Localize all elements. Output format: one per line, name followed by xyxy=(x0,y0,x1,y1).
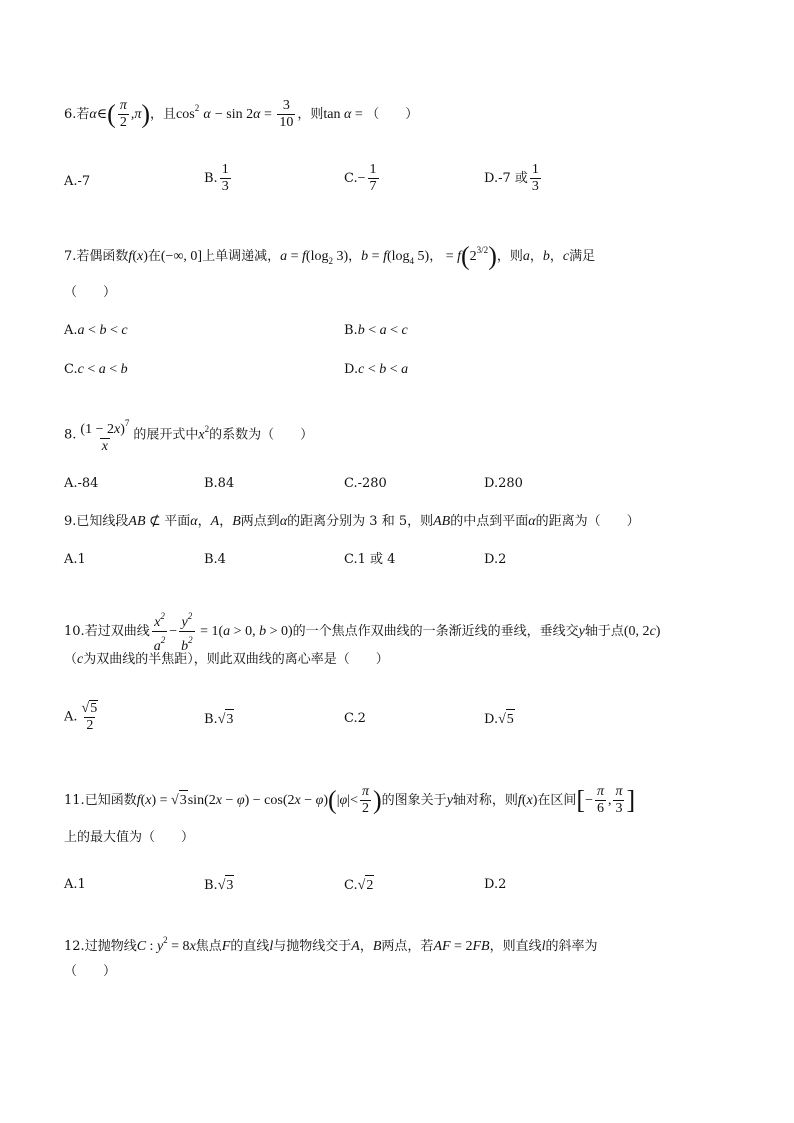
q6-number: 6. xyxy=(64,107,77,122)
q11-line2: 上的最大值为（ ） xyxy=(64,830,195,845)
question-6: 6.若α∈( $\frac{\pi}{2}$ ,π)，且$\cos^2 \alpha - \sin 2\alpha$ = $\frac{3}{10}$ ，则tan α = （ ） xyxy=(64,98,419,130)
q7-option-d[interactable]: D.c < b < a xyxy=(344,362,409,377)
q11-option-d[interactable]: D.2 xyxy=(484,877,507,892)
q8-option-a[interactable]: A.-84 xyxy=(64,476,99,491)
question-11: 11.已知函数f(x) = √3sin(2x − φ) − cos(2x − φ)(|φ|< $\frac{\pi}{2}$ )的图象关于y轴对称，则f(x)在区间[− $\frac{\pi}{6}$ , $\frac{\pi}{3}$ ] xyxy=(64,784,636,816)
question-8: 8. $\frac{(1 - 2x)^7}{x}$ 的展开式中$x^2$的系数为（ ） xyxy=(64,418,314,454)
q11-option-c[interactable]: C.√2 xyxy=(344,875,374,896)
q11-option-b[interactable]: B.√3 xyxy=(204,875,234,896)
q6-option-c[interactable]: C.− $\frac{1}{7}$ xyxy=(344,162,377,194)
q7-number: 7. xyxy=(64,249,77,264)
q6-option-a[interactable]: A.-7 xyxy=(64,174,91,189)
q8-option-c[interactable]: C.-280 xyxy=(344,476,387,491)
q12-line2: （ ） xyxy=(64,964,117,979)
q12-number: 12. xyxy=(64,939,85,954)
q7-option-c[interactable]: C.c < a < b xyxy=(64,362,128,377)
q8-option-b[interactable]: B.84 xyxy=(204,476,235,491)
q10-option-d[interactable]: D.√5 xyxy=(484,709,515,730)
q11-number: 11. xyxy=(64,793,85,808)
q11-option-a[interactable]: A.1 xyxy=(64,877,86,892)
q7-option-a[interactable]: A.a < b < c xyxy=(64,323,128,338)
q9-option-a[interactable]: A.1 xyxy=(64,552,86,567)
question-7: 7.若偶函数f(x)在(−∞, 0]上单调递减，$a = f(\log_2$ 3)，$b = f(\log_4$ 5)， = $f(2^{3/2})$，则a，b，c满足 xyxy=(64,241,596,271)
q10-line2: （c为双曲线的半焦距），则此双曲线的离心率是（ ） xyxy=(64,652,389,667)
q6-option-b[interactable]: B. $\frac{1}{3}$ xyxy=(204,162,229,194)
q8-number: 8. xyxy=(64,427,77,443)
q9-option-b[interactable]: B.4 xyxy=(204,552,226,567)
question-10: 10.若过双曲线 $\frac{x^2}{a^2}$ − $\frac{y^2}{b^2}$ = 1(a > 0, b > 0)的一个焦点作双曲线的一条渐近线的垂线，垂线交y轴于点(0, 2c) xyxy=(64,611,661,654)
q8-option-d[interactable]: D.280 xyxy=(484,476,523,491)
question-9: 9.已知线段AB ⊄ 平面α，A，B两点到α的距离分别为 3 和 5，则AB的中点到平面α的距离为（ ） xyxy=(64,514,640,529)
q9-option-d[interactable]: D.2 xyxy=(484,552,507,567)
q9-option-c[interactable]: C.1 或 4 xyxy=(344,552,396,567)
q7-line2: （ ） xyxy=(64,285,117,300)
q10-number: 10. xyxy=(64,624,85,639)
q9-number: 9. xyxy=(64,514,77,529)
q10-option-a[interactable]: A. $\frac{√5}{2}$ xyxy=(64,701,98,733)
q10-option-b[interactable]: B.√3 xyxy=(204,709,234,730)
question-12: 12.过抛物线C : $y^2 = 8x$焦点F的直线l与抛物线交于A，B两点，若AF = 2FB，则直线l的斜率为 xyxy=(64,935,598,954)
q6-option-d[interactable]: D.-7 或 $\frac{1}{3}$ xyxy=(484,162,539,194)
q10-option-c[interactable]: C.2 xyxy=(344,711,366,726)
q7-option-b[interactable]: B.b < a < c xyxy=(344,323,408,338)
